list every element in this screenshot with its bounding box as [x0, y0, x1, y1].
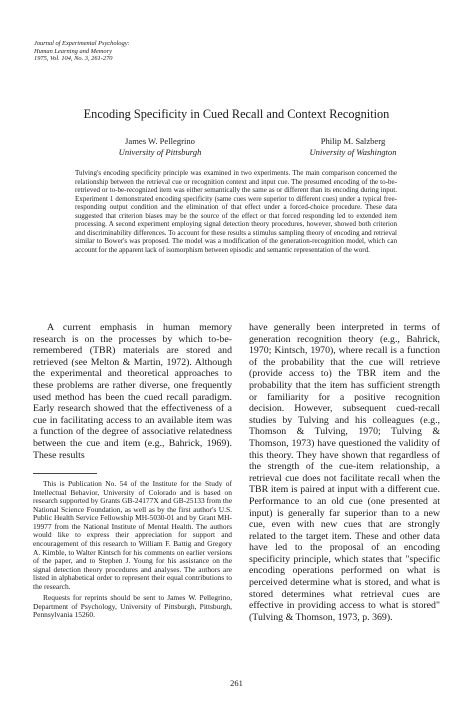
paper-title: Encoding Specificity in Cued Recall and Context Recognition [83, 107, 390, 121]
author-block-2 [263, 136, 443, 157]
author-name: James W. Pellegrino [125, 136, 195, 146]
journal-subtitle: Human Learning and Memory [34, 47, 112, 55]
footnote-reprints: Requests for reprints should be sent to James W. Pellegrino, Department of Psychology, University of Pittsburgh, Pittsburgh, Pennsylvania 15260. [33, 593, 232, 620]
journal-name: Journal of Experimental Psychology: [34, 40, 130, 47]
footnote-rule [33, 473, 97, 474]
page-number: 261 [230, 678, 243, 688]
author-block-1 [70, 136, 250, 157]
author-name: Philip M. Salzberg [320, 136, 386, 146]
body-paragraph-right: have generally been interpreted in terms of generation recognition theory (e.g., Bahrick, 1970; Kintsch, 1970), where recall is a function of the probability that the cue will retrieve (provide access to) the TBR item and the probability that the item has sufficient strength or familiarity for a positive recognition decision. However, subsequent cued-recall studies by Tulving and his colleagues (e.g., Thomson & Tulving, 1970; Tulving & Thomson, 1973) have questioned the validity of this theory. They have shown that regardless of the strength of the cue-item relationship, a retrieval cue does not facilitate recall when the TBR item is paired at input with a different cue. Performance to an old cue (one presented at input) is generally far superior than to a new cue, even with new cues that are strongly related to the target item. These and other data have led to the proposal of an encoding specificity principle, which states that "specific encoding operations performed on what is perceived determine what is stored, and what is stored determines what retrieval cues are effective in providing access to what is stored" (Tulving & Thomson, 1973, p. 369). [249, 322, 440, 623]
author-affiliation: University of Pittsburgh [118, 146, 202, 157]
journal-volume: 1975, Vol. 104, No. 3, 261-270 [34, 55, 113, 63]
abstract: Tulving's encoding specificity principle was examined in two experiments. The main comparison concerned the relationship between the retrieval cue or recognition context and input cue. The presumed encoding of the to-be-retrieved or to-be-recognized item was either semantically the same as or different than its encoding during input. Experiment 1 demonstrated encoding specificity (same cues were superior to different cues) under a typical free-responding output condition and the elimination of that effect under a forced-choice procedure. These data suggested that criterion biases may be the source of the effect or that forced responding led to extended item processing. A second experiment employing signal detection theory procedures, however, showed both criterion and discriminability differences. To account for these results a stimulus sampling theory of encoding and retrieval similar to Bower's was proposed. The model was a modification of the generation-recognition model, which can account for the apparent lack of isomorphism between episodic and semantic representation of the word. [75, 169, 397, 254]
left-column [33, 322, 232, 620]
body-paragraph-left: A current emphasis in human memory research is on the processes by which to-be-remembered (TBR) materials are stored and retrieved (see Melton & Martin, 1972). Although the experimental and theoretical approaches to these problems are rather diverse, one frequently used method has been the cued recall paradigm. Early research showed that the effectiveness of a cue in facilitating access to an available item was a function of the degree of associative relatedness between the cue and item (e.g., Bahrick, 1969). These results [33, 322, 232, 461]
footnote-acknowledgment: This is Publication No. 54 of the Institute for the Study of Intellectual Behavior, University of Colorado and is based on research supported by Grants GB-24177X and GB-25133 from the National Science Foundation, as well as by the first author's U.S. Public Health Service Fellowship MH-5030-01 and by Grant MH-19977 from the National Institute of Mental Health. The authors would like to express their appreciation for support and encouragement of this research to William F. Battig and Gregory A. Kimble, to Walter Kintsch for his comments on earlier versions of the paper, and to Stephen J. Young for his assistance on the signal detection theory procedures and analyses. The authors are listed in alphabetical order to represent their equal contributions to the research. [33, 479, 232, 591]
journal-citation [34, 40, 194, 63]
author-affiliation: University of Washington [309, 146, 397, 157]
right-column [249, 322, 440, 623]
